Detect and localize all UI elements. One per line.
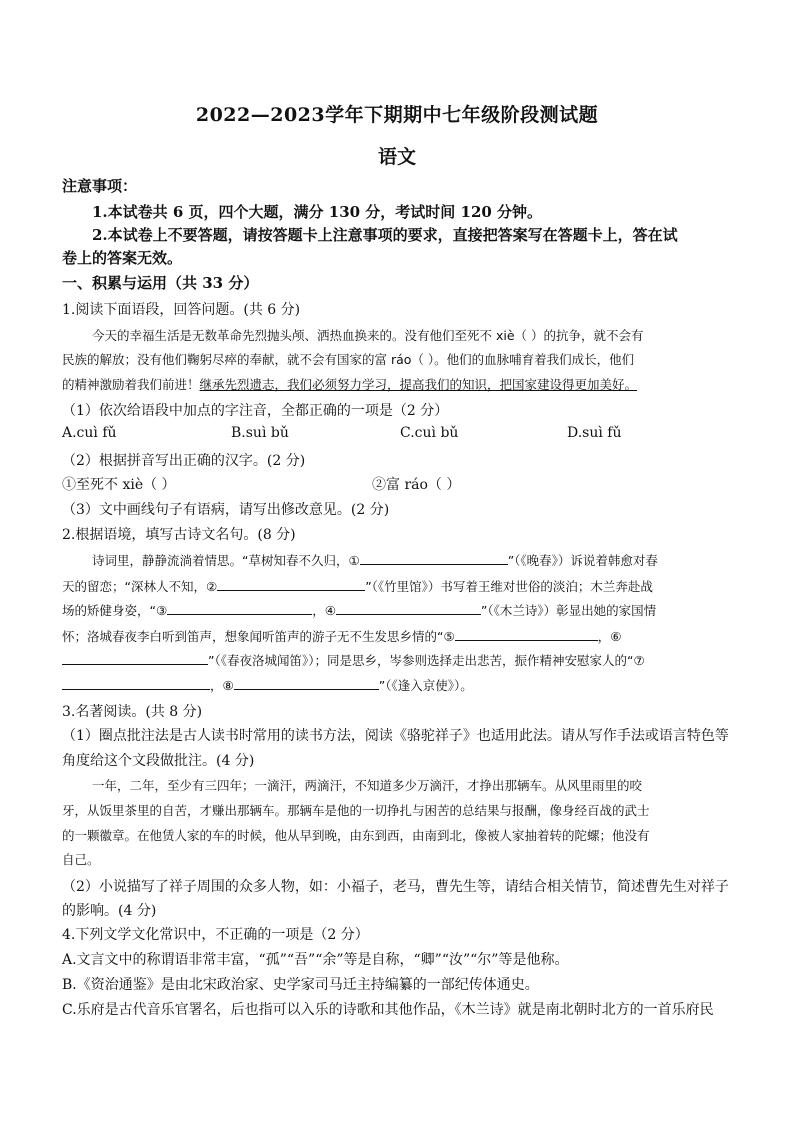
q1-passage-line-3: [62, 375, 637, 393]
q1-sub-3: （3）文中画线句子有语病，请写出修改意见。(2 分): [62, 502, 390, 518]
q2-blank-8[interactable]: [234, 676, 379, 690]
q2-line-6: [62, 676, 473, 694]
q1-passage-text: 的精神激励着我们前进！: [62, 377, 200, 392]
q1-sub-2: （2）根据拼音写出正确的汉字。(2 分): [62, 453, 306, 469]
q2-blank-6[interactable]: [62, 651, 208, 665]
q2-line-5: [62, 651, 645, 669]
q1-option-b: B.suì bǔ: [231, 425, 289, 441]
q2-line-2-a: 天的留恋；“深林人不知，②: [62, 579, 218, 594]
q2-line-1-b: ”（《晚春》）诉说着韩愈对春: [507, 553, 658, 568]
q2-blank-4[interactable]: [336, 601, 481, 615]
q2-line-4-b: ，⑥: [597, 629, 622, 644]
q3-passage-line-3: 的一颗徽章。在他赁人家的车的时候，他从早到晚，由东到西，由南到北，像被人家抽着转的陀螺；他没有: [62, 828, 650, 843]
notice-item-2-cont: 卷上的答案无效。: [62, 249, 183, 267]
q2-line-2: [62, 577, 653, 595]
q4-option-a: A.文言文中的称谓语非常丰富，“孤”“吾”“余”等是自称，“卿”“汝”“尔”等是他称。: [62, 952, 569, 968]
q2-blank-5[interactable]: [455, 627, 598, 641]
q3-prompt: 3.名著阅读。(共 8 分): [62, 704, 203, 720]
q3-passage-line-1: 一年，二年，至少有三四年；一滴汗，两滴汗，不知道多少万滴汗，才挣出那辆车。从风里雨里的咬: [92, 778, 643, 793]
section-1-heading: 一、积累与运用（共 33 分）: [62, 274, 259, 292]
q2-blank-1[interactable]: [360, 551, 508, 565]
q2-line-6-c: ”（《逢入京使》）。: [378, 678, 473, 693]
q1-option-d: D.suì fǔ: [567, 425, 622, 441]
q3-passage-line-2: 牙，从饭里茶里的自苦，才赚出那辆车。那辆车是他的一切挣扎与困苦的总结果与报酬，像身经百战的武士: [62, 803, 650, 818]
exam-title: 2022—2023学年下期期中七年级阶段测试题: [195, 104, 599, 126]
q1-fill-1: ①至死不 xiè（ ）: [62, 477, 176, 493]
q2-line-1-a: 诗词里，静静流淌着情思。“草树知春不久归，①: [92, 553, 360, 568]
notice-heading: 注意事项：: [62, 177, 138, 195]
exam-subject: 语文: [377, 146, 416, 168]
q2-prompt: 2.根据语境，填写古诗文名句。(8 分): [62, 527, 296, 543]
q2-line-3: [62, 601, 656, 619]
q2-line-2-b: ”（《竹里馆》）书写着王维对世俗的淡泊；木兰奔赴战: [365, 579, 653, 594]
notice-item-1: 1.本试卷共 6 页，四个大题，满分 130 分，考试时间 120 分钟。: [92, 203, 543, 221]
q1-underlined-sentence: 继承先烈遗志，我们必须努力学习，提高我们的知识，把国家建设得更加美好。: [199, 377, 638, 392]
q4-option-b: B.《资治通鉴》是由北宋政治家、史学家司马迁主持编纂的一部纪传体通史。: [62, 977, 539, 993]
notice-item-2: 2.本试卷上不要答题，请按答题卡上注意事项的要求，直接把答案写在答题卡上，答在试: [92, 226, 678, 244]
q3-sub-1: （1）圈点批注法是古人读书时常用的读书方法，阅读《骆驼祥子》也适用此法。请从写作手法或语言特色等: [62, 728, 729, 744]
q1-fill-2: ②富 ráo（ ）: [372, 477, 461, 493]
q3-sub-2: （2）小说描写了祥子周围的众多人物，如：小福子，老马，曹先生等，请结合相关情节，简述曹先生对祥子: [62, 879, 729, 895]
q2-blank-3[interactable]: [167, 601, 312, 615]
q1-passage-line-1: 今天的幸福生活是无数革命先烈抛头颅、洒热血换来的。没有他们至死不 xiè（ ）的抗争，就不会有: [92, 328, 644, 343]
q3-sub-1-cont: 角度给这个文段做批注。(4 分): [62, 753, 255, 769]
q2-line-3-a: 场的矫健身姿，“③: [62, 603, 168, 618]
q2-blank-2[interactable]: [217, 577, 365, 591]
q3-passage-line-4: 自己。: [62, 852, 100, 867]
q2-line-3-b: ”（《木兰诗》）彰显出她的家国情: [480, 603, 657, 618]
q2-line-4: [62, 627, 621, 645]
q2-line-6-b: ，⑧: [210, 678, 234, 693]
q1-option-a: A.cuì fǔ: [62, 425, 117, 441]
q1-option-c: C.cuì bǔ: [400, 425, 459, 441]
q2-line-1: [92, 551, 658, 569]
q4-option-c: C.乐府是古代音乐官署名，后也指可以入乐的诗歌和其他作品，《木兰诗》就是南北朝时北方的一首乐府民: [62, 1002, 714, 1018]
q3-sub-2-cont: 的影响。(4 分): [62, 903, 157, 919]
q1-passage-line-2: 民族的解放；没有他们鞠躬尽瘁的奉献，就不会有国家的富 ráo（ ）。他们的血脉哺育着我们成长，他们: [62, 352, 635, 367]
q4-prompt: 4.下列文学文化常识中，不正确的一项是（2 分）: [62, 927, 369, 943]
q2-line-5-a: ”（《春夜洛城闻笛》）；同是思乡，岑参则选择走出悲苦，振作精神安慰家人的“⑦: [208, 653, 645, 668]
q1-sub-1: （1）依次给语段中加点的字注音，全都正确的一项是（2 分）: [62, 403, 449, 419]
q2-line-4-a: 怀；洛城春夜李白听到笛声，想象闻听笛声的游子无不生发思乡情的“⑤: [62, 629, 455, 644]
q2-blank-7[interactable]: [62, 676, 210, 690]
q1-prompt: 1.阅读下面语段，回答问题。(共 6 分): [62, 302, 301, 318]
q2-line-3-c: ，④: [312, 603, 336, 618]
